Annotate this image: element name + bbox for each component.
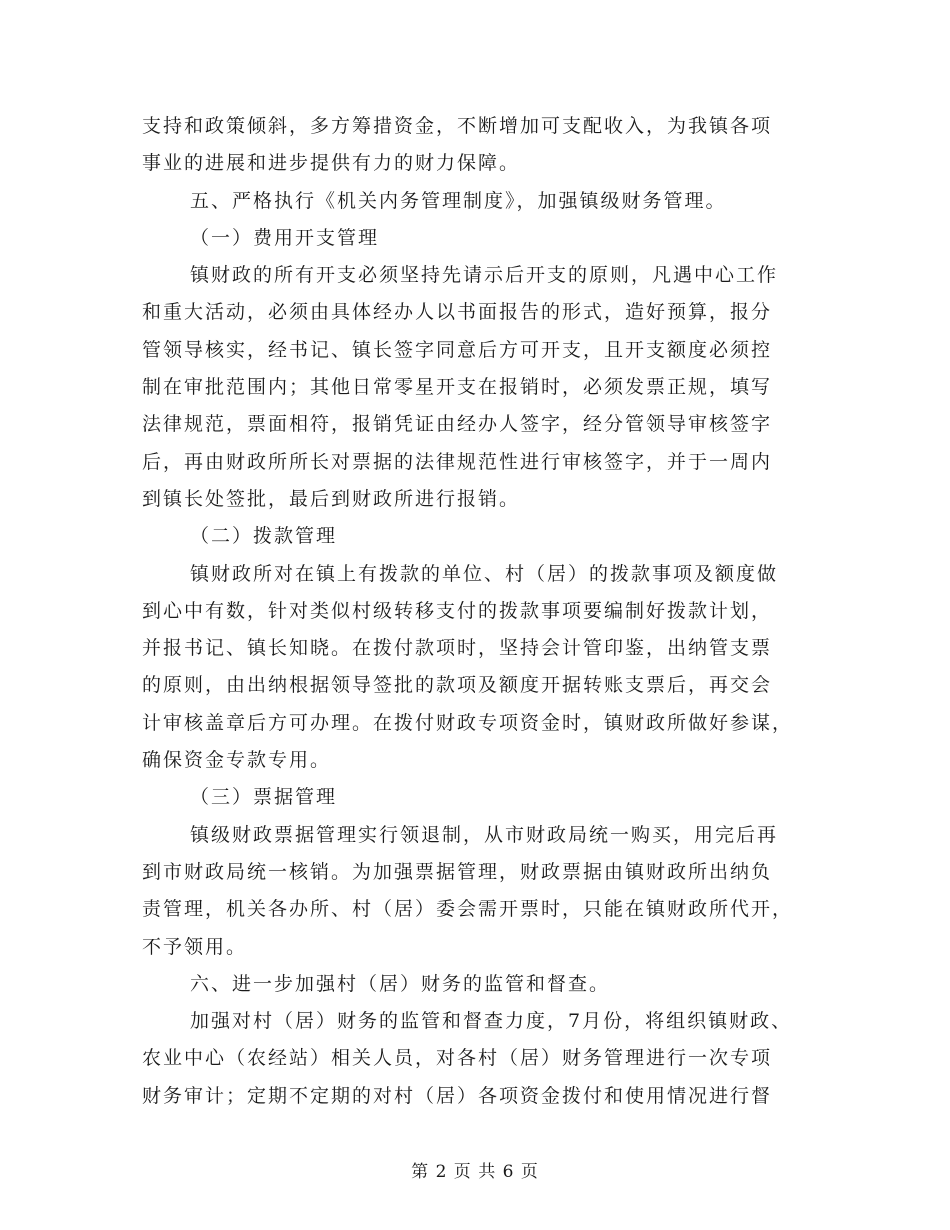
text-line: 农业中心（农经站）相关人员，对各村（居）财务管理进行一次专项 [142,1047,773,1070]
text-line: 财务审计；定期不定期的对村（居）各项资金拨付和使用情况进行督 [142,1084,773,1107]
text-line: 责管理，机关各办所、村（居）委会需开票时，只能在镇财政所代开， [142,898,794,921]
text-line: 法律规范，票面相符，报销凭证由经办人签字，经分管领导审核签字 [142,413,773,436]
text-line: （三）票据管理 [190,786,338,809]
text-line: 镇财政的所有开支必须坚持先请示后开支的原则，凡遇中心工作 [190,264,779,287]
text-line: （二）拨款管理 [190,525,338,548]
page-footer: 第 2 页 共 6 页 [411,1162,539,1182]
text-line: 不予领用。 [142,935,248,958]
text-line: （一）费用开支管理 [190,226,380,249]
text-line: 确保资金专款专用。 [142,749,332,772]
text-line: 事业的进展和进步提供有力的财力保障。 [142,152,521,175]
text-line: 镇级财政票据管理实行领退制，从市财政局统一购买，用完后再 [190,823,779,846]
text-line: 制在审批范围内；其他日常零星开支在报销时，必须发票正规，填写 [142,376,773,399]
text-line: 计审核盖章后方可办理。在拨付财政专项资金时，镇财政所做好参谋， [142,711,794,734]
text-line: 加强对村（居）财务的监管和督查力度，7月份，将组织镇财政、 [190,1010,793,1033]
text-line: 和重大活动，必须由具体经办人以书面报告的形式，造好预算，报分 [142,301,773,324]
text-line: 到市财政局统一核销。为加强票据管理，财政票据由镇财政所出纳负 [142,860,773,883]
text-line: 六、进一步加强村（居）财务的监管和督查。 [190,972,611,995]
text-line: 后，再由财政所所长对票据的法律规范性进行审核签字，并于一周内 [142,450,773,473]
text-line: 支持和政策倾斜，多方筹措资金，不断增加可支配收入，为我镇各项 [142,115,773,137]
document-body [142,108,810,1115]
text-line: 到镇长处签批，最后到财政所进行报销。 [142,487,521,510]
text-line: 并报书记、镇长知晓。在拨付款项时，坚持会计管印鉴，出纳管支票 [142,637,773,660]
text-line: 管领导核实，经书记、镇长签字同意后方可开支，且开支额度必须控 [142,338,773,361]
text-line: 镇财政所对在镇上有拨款的单位、村（居）的拨款事项及额度做 [190,562,779,585]
text-line: 五、严格执行《机关内务管理制度》，加强镇级财务管理。 [190,189,727,212]
text-line: 的原则，由出纳根据领导签批的款项及额度开据转账支票后，再交会 [142,674,773,697]
text-line: 到心中有数，针对类似村级转移支付的拨款事项要编制好拨款计划， [142,599,773,622]
